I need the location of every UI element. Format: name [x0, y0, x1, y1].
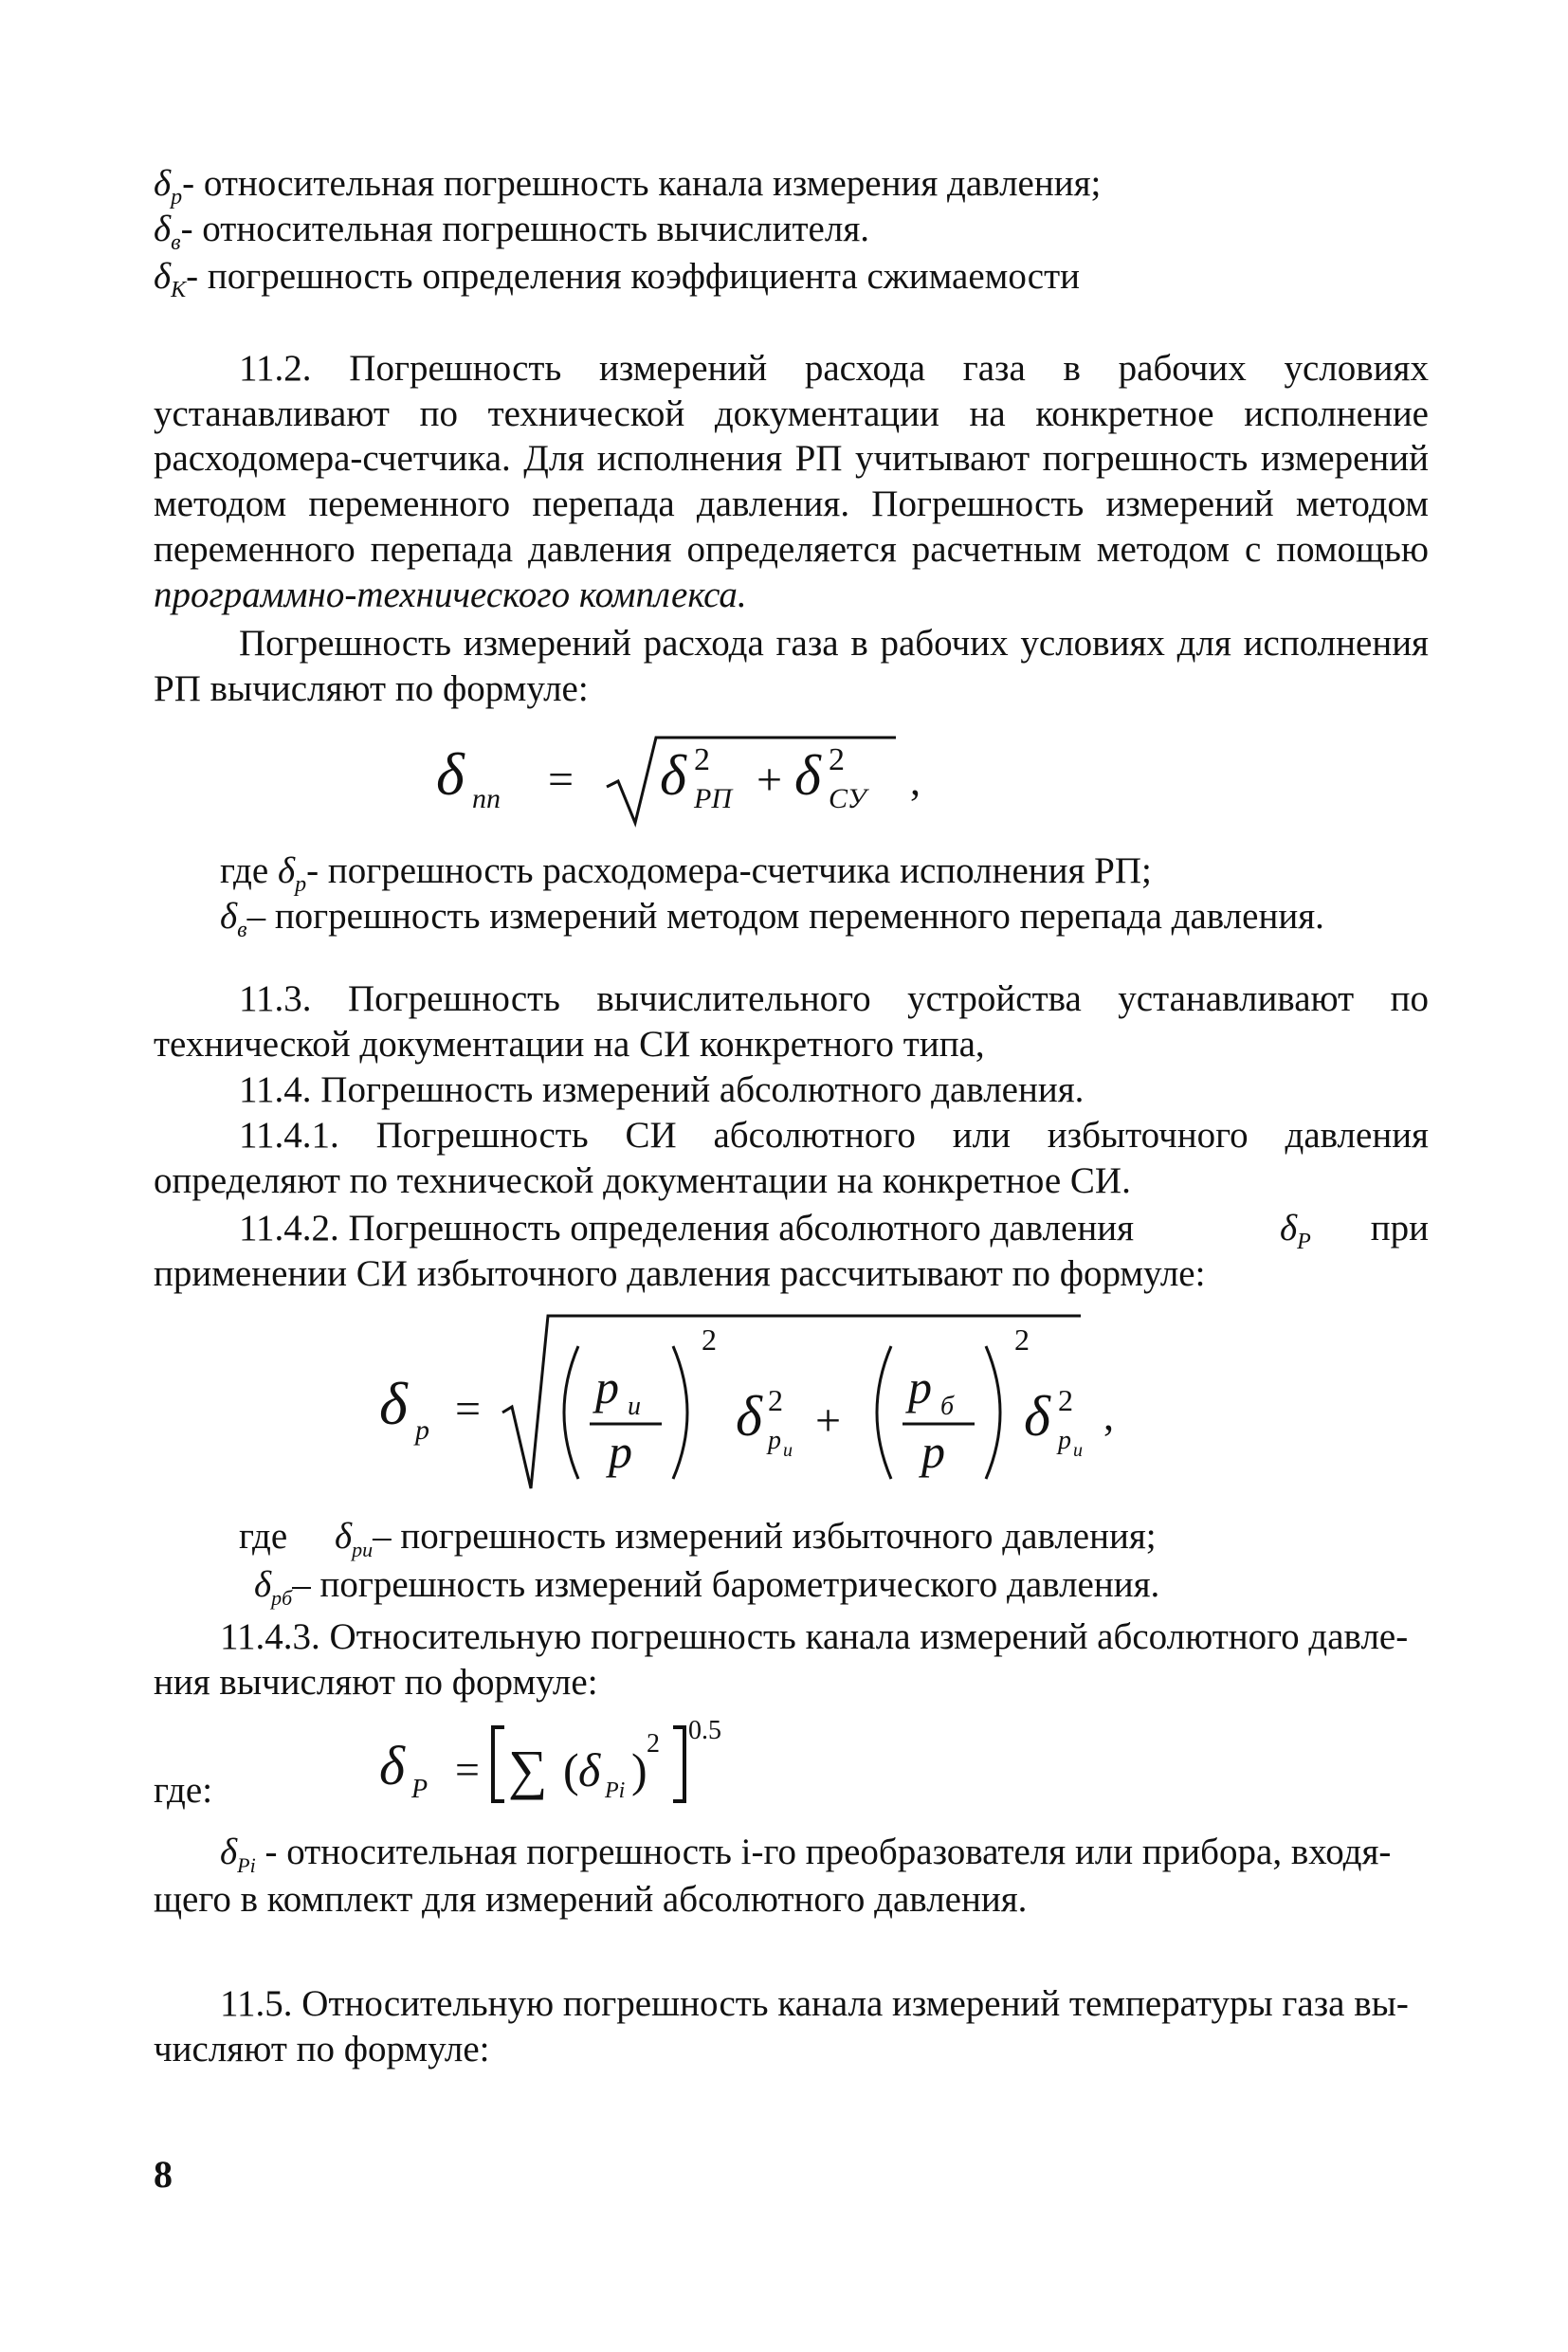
paragraph-line: технической документации на СИ конкретного типа,: [154, 1024, 985, 1065]
formula-flow-error: [417, 720, 967, 834]
paragraph-line: применении СИ избыточного давления рассчитывают по формуле:: [154, 1253, 1206, 1294]
where-baro-pressure: $\delta_{pб}-$ погрешность измерений барометрического давления.: [254, 1564, 1160, 1610]
svg-text:p: p: [1058, 1426, 1071, 1455]
svg-text:,: ,: [910, 757, 921, 804]
where-label: где:: [154, 1770, 213, 1811]
svg-text:∑: ∑: [508, 1739, 548, 1800]
svg-text:δ: δ: [379, 1735, 405, 1796]
svg-text:пп: пп: [472, 783, 501, 814]
where-flow-rp: где $\delta_p-$ погрешность расходомера-счетчика исполнения РП;: [220, 850, 1152, 897]
svg-text:+: +: [815, 1395, 842, 1446]
svg-text:Pi: Pi: [605, 1778, 626, 1803]
svg-text:δ: δ: [736, 1385, 762, 1448]
svg-text:+: +: [757, 755, 783, 805]
definition-delta-p: $\delta_p-$ относительная погрешность канала измерения давления;: [154, 163, 1102, 210]
page-number: 8: [154, 2153, 173, 2196]
paragraph-line: методом переменного перепада давления. Погрешность измерений методом: [154, 483, 1429, 524]
formula-absolute-pressure: [360, 1308, 1138, 1507]
svg-text:p: p: [908, 1360, 932, 1413]
svg-text:δ: δ: [436, 740, 465, 808]
svg-text:=: =: [548, 755, 574, 805]
paragraph-line: 11.5. Относительную погрешность канала измерений температуры газа вы-: [220, 1983, 1409, 2024]
svg-text:2: 2: [1058, 1383, 1073, 1417]
svg-text:2: 2: [829, 742, 845, 777]
paragraph-line: ния вычисляют по формуле:: [154, 1662, 598, 1703]
svg-text:2: 2: [1014, 1322, 1030, 1357]
paragraph-line: 11.2. Погрешность измерений расхода газа в рабочих условиях: [239, 348, 1429, 389]
symbol: $\delta_в$: [154, 209, 181, 255]
svg-text:δ: δ: [660, 744, 686, 807]
definition-delta-pi: $\delta_{Pi}$ - относительная погрешность i-го преобразователя или прибора, входя-: [220, 1832, 1392, 1877]
paragraph-line: переменного перепада давления определяется расчетным методом с помощью: [154, 529, 1429, 570]
svg-text:=: =: [455, 1384, 482, 1434]
svg-text:p: p: [595, 1360, 619, 1413]
svg-text:): ): [631, 1743, 647, 1796]
paragraph-line: устанавливают по технической документации на конкретное исполнение: [154, 393, 1429, 434]
svg-text:,: ,: [1103, 1393, 1114, 1439]
symbol: $\delta_p$: [154, 163, 183, 210]
paragraph-line: 11.4.3. Относительную погрешность канала измерений абсолютного давле-: [220, 1616, 1409, 1657]
svg-text:2: 2: [768, 1383, 783, 1417]
paragraph-line: определяют по технической документации на конкретное СИ.: [154, 1160, 1131, 1201]
svg-text:б: б: [940, 1392, 955, 1421]
symbol: $\delta_K$: [154, 256, 187, 302]
svg-text:δ: δ: [1024, 1385, 1050, 1448]
paragraph-line: числяют по формуле:: [154, 2029, 490, 2069]
svg-text:2: 2: [702, 1322, 717, 1357]
definition-delta-v: $\delta_в-$ относительная погрешность вычислителя.: [154, 209, 870, 255]
svg-text:0.5: 0.5: [688, 1716, 721, 1745]
definition-delta-k: $\delta_K-$ погрешность определения коэффициента сжимаемости: [154, 256, 1081, 302]
paragraph-line: 11.3. Погрешность вычислительного устройства устанавливают по: [239, 978, 1429, 1019]
svg-text:p: p: [768, 1426, 781, 1455]
svg-text:и: и: [1073, 1440, 1083, 1461]
svg-text:P: P: [411, 1775, 428, 1804]
paragraph-line: 11.4.2. Погрешность определения абсолютного давления $\delta_P$ при: [239, 1208, 1429, 1254]
svg-text:и: и: [783, 1440, 793, 1461]
section-heading: 11.4. Погрешность измерений абсолютного давления.: [239, 1069, 1085, 1110]
where-excess-pressure: где $\delta_{pи}-$ погрешность измерений избыточного давления;: [239, 1516, 1157, 1561]
svg-text:δ: δ: [794, 744, 821, 807]
paragraph-line: 11.4.1. Погрешность СИ абсолютного или избыточного давления: [239, 1115, 1429, 1156]
where-flow-v: $\delta_в-$ погрешность измерений методом переменного перепада давления.: [220, 896, 1324, 942]
paragraph-line: программно-технического комплекса.: [154, 574, 747, 615]
svg-text:p: p: [415, 1414, 429, 1446]
paragraph-line: Погрешность измерений расхода газа в рабочих условиях для исполнения: [239, 623, 1429, 664]
svg-text:СУ: СУ: [829, 783, 866, 814]
paragraph-line: РП вычисляют по формуле:: [154, 668, 589, 709]
svg-text:и: и: [628, 1392, 641, 1421]
svg-text:δ: δ: [578, 1743, 601, 1796]
svg-text:δ: δ: [379, 1370, 408, 1437]
svg-text:(: (: [563, 1743, 579, 1796]
paragraph-line: расходомера-счетчика. Для исполнения РП учитывают погрешность измерений: [154, 438, 1429, 479]
svg-text:=: =: [455, 1745, 480, 1794]
svg-text:РП: РП: [694, 783, 732, 814]
svg-text:2: 2: [647, 1729, 660, 1759]
paragraph-line: щего в комплект для измерений абсолютного давления.: [154, 1879, 1028, 1920]
svg-text:2: 2: [694, 742, 710, 777]
svg-text:p: p: [921, 1425, 945, 1478]
svg-text:p: p: [609, 1425, 632, 1478]
